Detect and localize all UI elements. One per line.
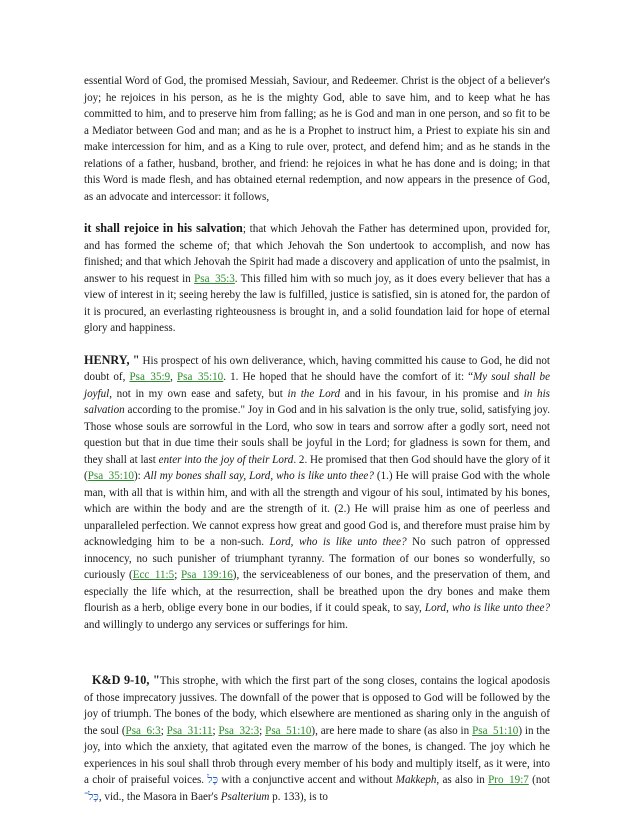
text-run: ), the serviceableness of our bones, and the preservation of them, and especially the life which, at the resurrection, shall be breathed upon the dry bones and make them flourish as a herb, oblige every bone in our bodies, if it could speak, to say, [84,569,550,614]
text-run: . This filled him with so much joy, as it does every believer that has a view of interest in it; seeing hereby the law is fulfilled, justice is satisfied, sin is atoned for, the pardon of it is procured, an everlasting righteousness is brought in, and a solid foundation laid for hope of eternal glory and happiness. [84,272,550,334]
italic-quote: enter into the joy of their Lord [158,453,294,466]
text-run: This strophe, with which the first part of the song closes, contains the logical apodosis of those imprecatory jussives. The downfall of the power that is opposed to God will be followed by the joy of triumph. The bones of the body, which elsewhere are mentioned as sharing only in the anguish of the soul ( [84,675,550,737]
text-run: according to the promise." Joy in God and in his salvation is the only true, solid, satisfying joy. Those whose souls are sorrowful in the Lord, who sow in tears and sorrow after a godly sort, need not question but that in due time their souls shall be joyful in the Lord; for gladness is sown for them, and they shall at last [84,404,550,466]
scripture-link-psa-51-10-b[interactable]: Psa_51:10 [472,724,519,737]
paragraph-text: essential Word of God, the promised Messiah, Saviour, and Redeemer. Christ is the object of a believer's joy; he rejoices in his person, as he is the mighty God, able to save him, and to keep what he has committed to him, and to preserve him from falling; as he is God and man in one person, and so fit to be a Mediator between God and man; and as he is a Prophet to instruct him, a Priest to expiate his sin and make intercession for him, and as a King to rule over, protect, and defend him; and as he stands in the relations of a father, husband, brother, and friend: he rejoices in what he has done and is doing; in that this Word is made flesh, and has obtained eternal redemption, and now appears in the presence of God, as an advocate and intercessor: it follows, [84,75,550,203]
text-run: , vid., the Masora in Baer's [98,790,221,803]
text-run: , not in my own ease and safety, but [109,387,288,400]
text-run: , [170,371,177,383]
italic-quote: in his salvation [84,387,550,416]
scripture-link-psa-32-3[interactable]: Psa_32:3 [218,724,260,737]
italic-quote: My soul shall be joyful [84,371,551,400]
commentary-text [84,73,550,805]
italic-quote: Lord, who is like unto thee? [424,602,550,614]
italic-quote: in the Lord [287,387,341,400]
italic-term: Makkeph [395,774,437,786]
text-run: , as also in [436,774,489,786]
text-run: ; [174,569,181,581]
scripture-link-psa-35-10[interactable]: Psa_35:10 [177,371,224,383]
text-run: ; that which Jehovah the Father has determined upon, provided for, and has formed the scheme of; that which Jehovah the Son undertook to accomplish, and now has finished; and that which Jehovah the Spirit had made a discovery and application of unto the psalmist, in answer to his request in [84,223,550,285]
italic-quote: All my bones shall say, Lord, who is like unto thee? [143,470,374,482]
scripture-link-psa-6-3[interactable]: Psa_6:3 [125,724,161,737]
hebrew-word-kol[interactable]: כָּל [207,774,219,786]
scripture-link-psa-35-9[interactable]: Psa_35:9 [129,371,171,383]
text-run: ) in the joy, into which the anxiety, that agitated even the marrow of the bones, is changed. The joy which he experiences in his soul shall throb through every member of his body and multiply itself, as it were, into a choir of praiseful voices. [84,724,550,786]
verse-phrase-heading: it shall rejoice in his salvation [84,221,243,235]
paragraph-salvation [84,220,550,337]
commentator-label-henry: HENRY, " [84,352,140,367]
italic-quote: Lord, who is like unto thee? [269,536,407,548]
hebrew-word-kol-makkeph[interactable]: כָּל־ [84,790,99,803]
paragraph-henry [84,352,550,634]
text-run: and willingly to undergo any services or sufferings for him. [84,618,348,631]
text-run: (1.) He will praise God with the whole man, with all that is within him, and with all the strength and vigour of his soul, intimated by his bones, which are within the body and are the strength of it. (2.) He will praise him as one of peerless and unparalleled perfection. We cannot express how great and good God is, and therefore must praise him by acknowledging him to be a non-such. [84,470,550,548]
scripture-link-psa-35-10-b[interactable]: Psa_35:10 [87,470,134,482]
text-run: (not [528,774,550,786]
text-run: ): [133,470,144,482]
paragraph-gill-continued [84,73,550,205]
scripture-link-psa-31-11[interactable]: Psa_31:11 [166,724,213,737]
text-run: ), are here made to share (as also in [311,724,473,737]
text-run: No such patron of oppressed innocency, no such punisher of triumphant tyranny. The formation of our bones so wonderfully, so curiously ( [84,536,550,581]
text-run: and in his favour, in his promise and [340,387,524,400]
scripture-link-psa-139-16[interactable]: Psa_139:16 [181,569,233,581]
italic-term: Psalterium [220,790,270,803]
scripture-link-psa-51-10[interactable]: Psa_51:10 [265,724,312,737]
commentator-label-kd: K&D 9-10, " [92,673,160,687]
text-run: His prospect of his own deliverance, which, having committed his cause to God, he did not doubt of, [84,354,550,383]
text-run: ; [212,724,219,737]
text-run: ; [160,724,167,737]
scripture-link-pro-19-7[interactable]: Pro_19:7 [488,774,529,786]
paragraph-kd [84,672,550,805]
text-run: ; [259,724,266,737]
scripture-link-ecc-11-5[interactable]: Ecc_11:5 [132,569,175,581]
text-run: with a conjunctive accent and without [218,774,396,786]
scripture-link-psa-35-3[interactable]: Psa_35:3 [194,272,235,285]
text-run: . 1. He hoped that he should have the comfort of it: “ [223,371,474,383]
text-run: . 2. He promised that then God should have the glory of it ( [84,453,550,482]
text-run: p. 133), is to [269,790,328,803]
